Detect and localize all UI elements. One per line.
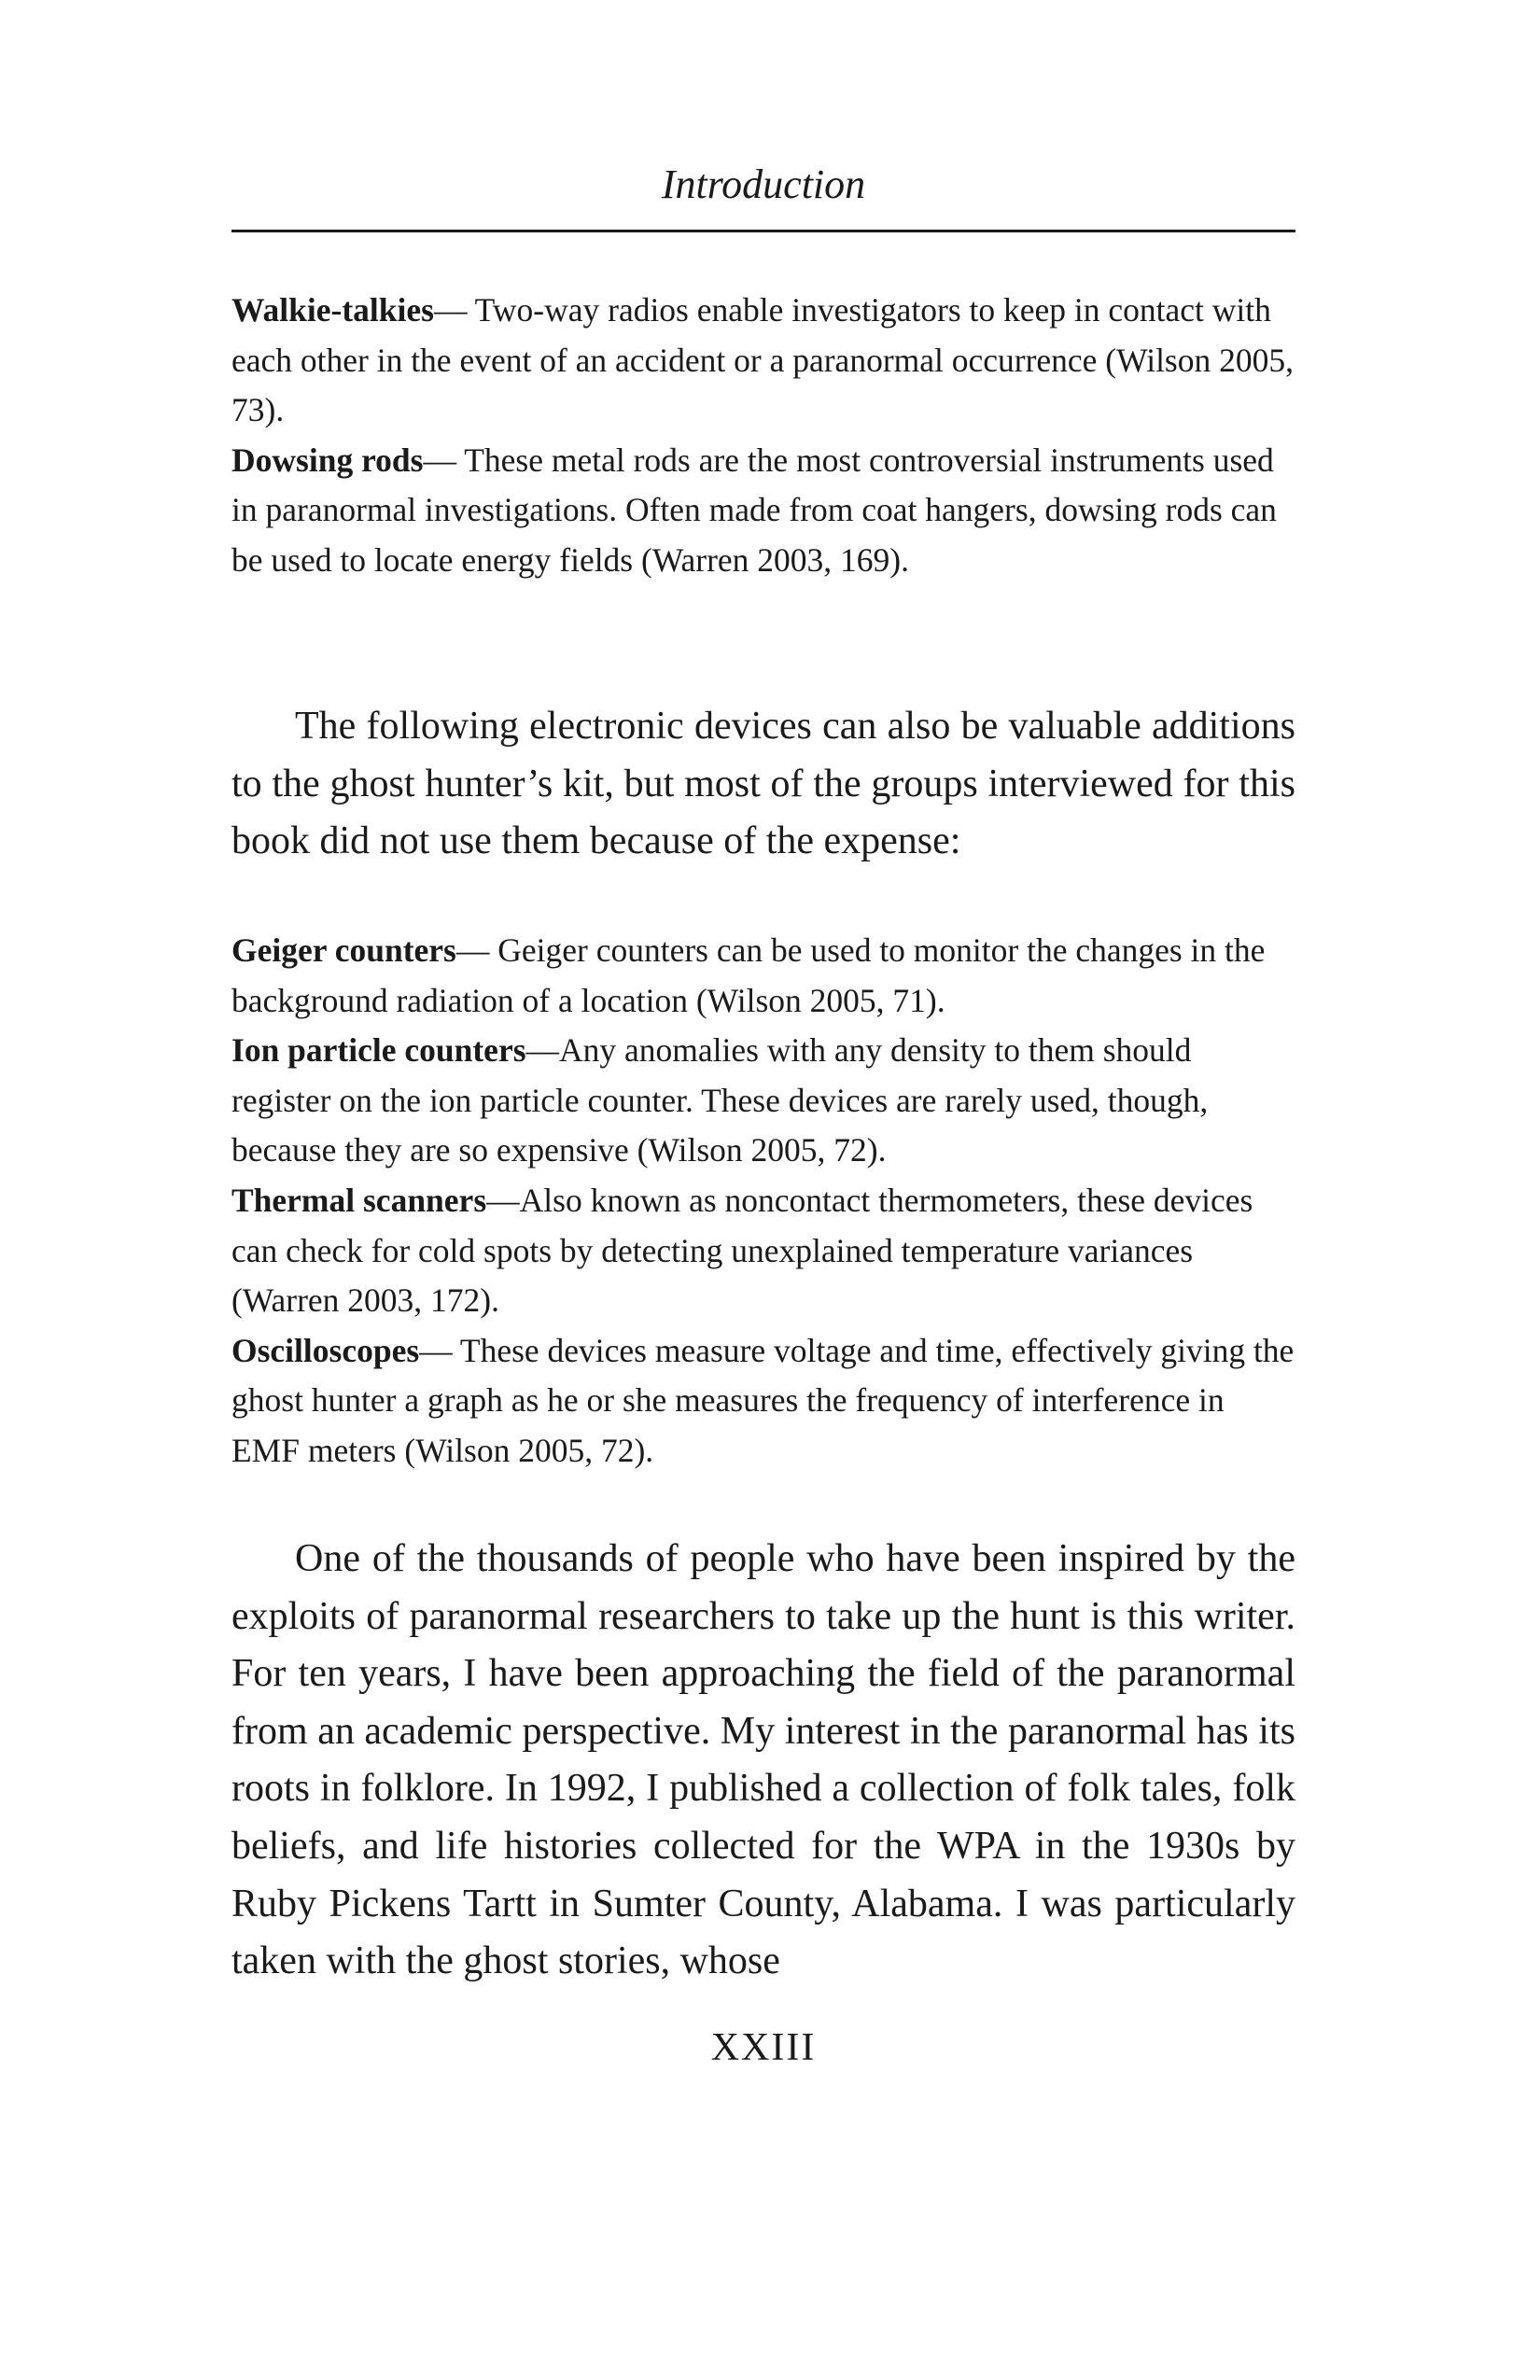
header-rule	[231, 230, 1295, 232]
glossary-term: Walkie-talkies	[231, 291, 434, 329]
glossary-definition: — Two-way radios enable investigators to keep in contact with each other in the event of an accident or a paranormal occurrence (Wilson 2005, 73).	[231, 291, 1294, 429]
glossary-entry-oscilloscopes	[231, 1326, 1295, 1477]
glossary-term: Thermal scanners	[231, 1181, 487, 1219]
glossary-entry-geiger-counters	[231, 926, 1295, 1026]
glossary-term: Ion particle counters	[231, 1031, 526, 1070]
glossary-entry-ion-particle-counters	[231, 1026, 1295, 1176]
glossary-entry-thermal-scanners	[231, 1176, 1295, 1326]
glossary-term: Oscilloscopes	[231, 1331, 420, 1369]
page-number: XXIII	[710, 2026, 817, 2069]
glossary-term: Dowsing rods	[231, 441, 424, 479]
equipment-glossary-basic	[231, 286, 1295, 586]
glossary-entry-walkie-talkies	[231, 286, 1295, 436]
running-head: Introduction	[661, 161, 866, 207]
glossary-definition: — Geiger counters can be used to monitor the changes in the background radiation of a location (Wilson 2005, 71).	[231, 931, 1266, 1019]
paragraph-author-interest: One of the thousands of people who have been inspired by the exploits of paranormal researchers to take up the hunt is this writer. For ten years, I have been approaching the field of the paranormal from an academic perspective. My interest in the paranormal has its roots in folklore. In 1992, I published a collection of folk tales, folk beliefs, and life histories collected for the WPA in the 1930s by Ruby Pickens Tartt in Sumter County, Alabama. I was particularly taken with the ghost stories, whose	[231, 1537, 1295, 1983]
glossary-definition: — These metal rods are the most controversial instruments used in paranormal investigations. Often made from coat hangers, dowsing rods can be used to locate energy fields (Warren 2003, 169).	[231, 441, 1277, 579]
glossary-definition: — These devices measure voltage and time, effectively giving the ghost hunter a graph as he or she measures the frequency of interference in EMF meters (Wilson 2005, 72).	[231, 1331, 1295, 1469]
glossary-entry-dowsing-rods	[231, 436, 1295, 586]
glossary-term: Geiger counters	[231, 931, 456, 969]
paragraph-electronic-devices: The following electronic devices can also be valuable additions to the ghost hunter’s kit, but most of the groups interviewed for this book did not use them because of the expense:	[231, 705, 1295, 863]
glossary-definition: —Also known as noncontact thermometers, these devices can check for cold spots by detecting unexplained temperature variances (Warren 2003, 172).	[231, 1181, 1253, 1320]
equipment-glossary-electronic	[231, 926, 1295, 1477]
glossary-definition: —Any anomalies with any density to them should register on the ion particle counter. These devices are rarely used, though, because they are so expensive (Wilson 2005, 72).	[231, 1031, 1209, 1169]
